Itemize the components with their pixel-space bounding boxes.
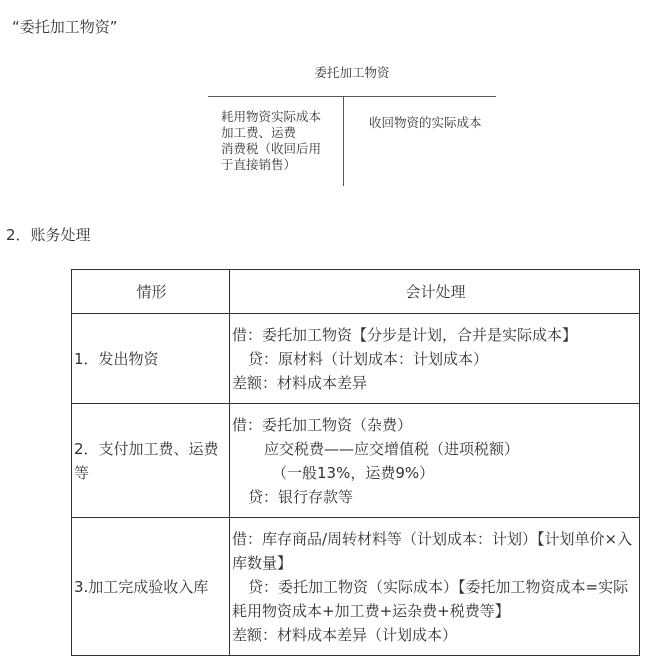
accounting-table: [71, 269, 640, 656]
debit-line: 耗用物资实际成本: [221, 109, 322, 124]
t-account-credit-side: 收回物资的实际成本: [369, 115, 482, 130]
table-row: [72, 518, 640, 656]
header-treatment: 会计处理: [230, 270, 640, 314]
entry-line: 借：委托加工物资【分步是计划，合并是实际成本】: [232, 325, 578, 344]
entry-line: 借：委托加工物资（杂费）: [232, 415, 413, 434]
entry-line: 贷：原材料（计划成本：计划成本）: [248, 349, 489, 368]
table-row: [72, 404, 640, 518]
entry-line: 差额：材料成本差异: [232, 373, 368, 392]
header-situation: 情形: [72, 270, 230, 314]
debit-line: 消费税（收回后用: [221, 141, 322, 156]
entry-line: 差额：材料成本差异（计划成本）: [232, 625, 458, 644]
entry-line: 贷：银行存款等: [248, 487, 354, 506]
t-account-horizontal-line: [208, 96, 496, 97]
entry-line: （一般13%，运费9%）: [272, 463, 435, 482]
page-heading: “委托加工物资”: [12, 18, 118, 36]
treatment-cell: [230, 404, 640, 518]
table-header-row: [72, 270, 640, 314]
situation-cell: 1．发出物资: [72, 314, 230, 404]
t-account-title: 委托加工物资: [314, 65, 390, 80]
t-account-debit-side: [221, 109, 343, 173]
debit-line: 加工费、运费: [221, 125, 297, 140]
section-title: 2．账务处理: [6, 226, 91, 244]
entry-line: 贷：委托加工物资（实际成本）【委托加工物资成本=实际耗用物资成本+加工费+运杂费+税费等】: [232, 577, 629, 620]
entry-line: 借：库存商品/周转材料等（计划成本：计划）【计划单价×入库数量】: [232, 529, 633, 572]
t-account-diagram: [208, 60, 496, 188]
treatment-cell: [230, 518, 640, 656]
situation-cell: 2．支付加工费、运费等: [72, 404, 230, 518]
treatment-cell: [230, 314, 640, 404]
entry-line: 应交税费——应交增值税（进项税额）: [264, 439, 520, 458]
situation-cell: 3.加工完成验收入库: [72, 518, 230, 656]
table-row: [72, 314, 640, 404]
t-account-vertical-line: [343, 96, 344, 186]
debit-line: 于直接销售）: [221, 157, 297, 172]
